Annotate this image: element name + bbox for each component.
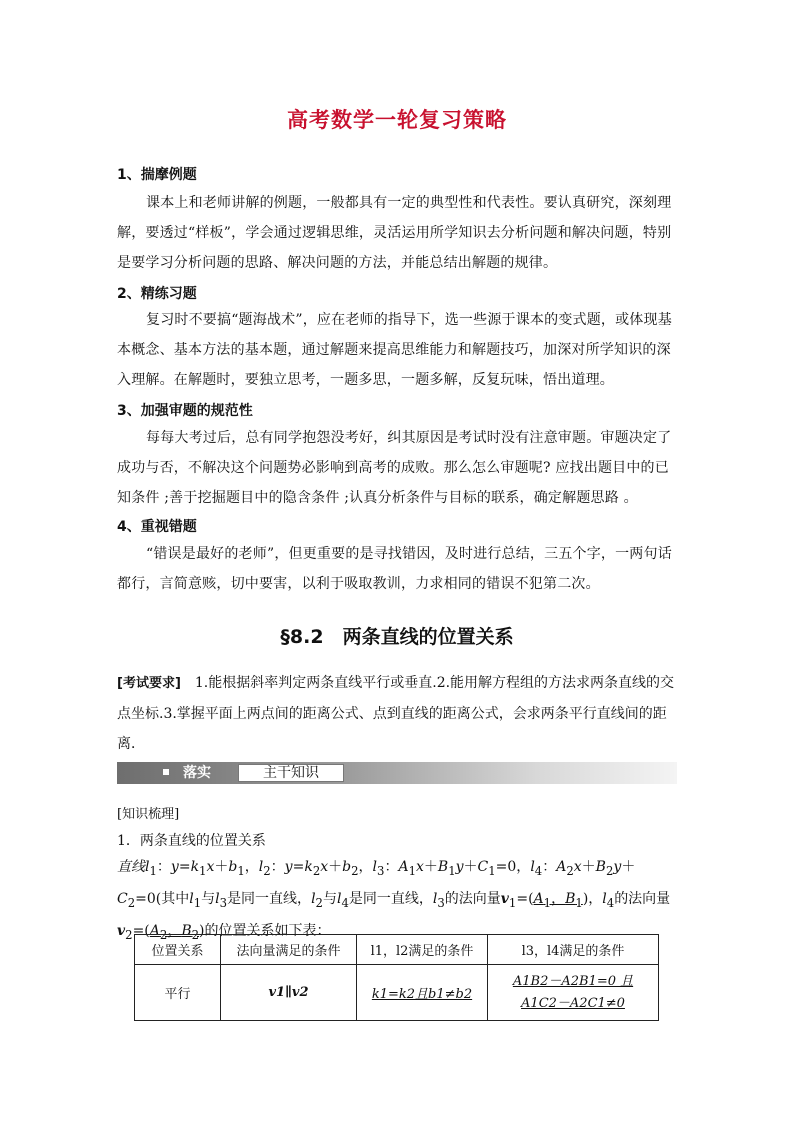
table-cell: v1∥v2 <box>221 965 357 1021</box>
table-cell: 平行 <box>135 965 221 1021</box>
table-header: l3，l4满足的条件 <box>488 935 659 965</box>
table-cell-line: A1B2－A2B1=0 且 <box>512 973 634 989</box>
table-cell: k1=k2且b1≠b2 <box>357 965 488 1021</box>
lines-definition: 直线$l_1$：$y=k_1x+b_1$，$l_2$：$y=k_2x+b_2$，$l_3$：$A_1x+B_1y+C_1=0$，$l_4$：$A_2x+B_2y+C_2=0$(其中$l_1$与$l_3$是同一直线，$l_2$与$l_4$是同一直线，$l_3$的法向量$v_1=(A_1$，$B_1$)，$l_4$的法向量$v_2=(A_2$，$B_2$)的位置关系如下表： <box>117 859 671 942</box>
position-relation-table <box>134 934 659 1021</box>
paragraph-2: 复习时不要搞“题海战术”，应在老师的指导下，选一些源于课本的变式题，或体现基本概念、基本方法的基本题，通过解题来提高思维能力和解题技巧，加深对所学知识的深入理解。在解题时，要独立思考，一题多思，一题多解，反复玩味，悟出道理。 <box>117 312 672 388</box>
section-title: §8.2 两条直线的位置关系 <box>280 626 514 648</box>
banner-tab-secondary: 主干知识 <box>238 764 344 782</box>
heading-1: 1、揣摩例题 <box>117 167 197 183</box>
table-header-row <box>135 935 659 965</box>
banner-tab1-label: 落实 <box>183 765 211 781</box>
heading-3: 3、加强审题的规范性 <box>117 403 253 419</box>
table-row <box>135 965 659 1021</box>
table-header: 位置关系 <box>135 935 221 965</box>
document-title: 高考数学一轮复习策略 <box>287 108 507 132</box>
requirement-text: 1.能根据斜率判定两条直线平行或垂直.2.能用解方程组的方法求两条直线的交点坐标.3.掌握平面上两点间的距离公式、点到直线的距离公式，会求两条平行直线间的距离． <box>117 675 675 752</box>
heading-4: 4、重视错题 <box>117 519 197 535</box>
paragraph-1: 课本上和老师讲解的例题，一般都具有一定的典型性和代表性。要认真研究，深刻理解，要透过“样板”，学会通过逻辑思维，灵活运用所学知识去分析问题和解决问题，特别是要学习分析问题的思路、解决问题的方法，并能总结出解题的规律。 <box>117 195 672 271</box>
heading-2: 2、精练习题 <box>117 286 197 302</box>
exam-requirements <box>117 668 679 759</box>
table-cell-line: A1C2－A2C1≠0 <box>521 995 625 1011</box>
knowledge-label: [知识梳理] <box>117 807 180 822</box>
paragraph-3: 每每大考过后，总有同学抱怨没考好，纠其原因是考试时没有注意审题。审题决定了成功与否，不解决这个问题势必影响到高考的成败。那么怎么审题呢? 应找出题目中的已知条件 ;善于挖掘题目中的隐含条件 ;认真分析条件与目标的联系，确定解题思路 。 <box>117 430 672 506</box>
paragraph-4: “错误是最好的老师”，但更重要的是寻找错因，及时进行总结，三五个字，一两句话都行，言简意赅，切中要害，以利于吸取教训，力求相同的错误不犯第二次。 <box>117 546 672 592</box>
section-banner <box>117 762 677 784</box>
point-1-title: 1．两条直线的位置关系 <box>117 833 266 849</box>
table-header: l1，l2满足的条件 <box>357 935 488 965</box>
table-cell <box>488 965 659 1021</box>
requirement-label: [考试要求] <box>117 676 181 691</box>
table-header: 法向量满足的条件 <box>221 935 357 965</box>
banner-tab-primary <box>117 762 235 784</box>
square-bullet-icon <box>163 769 169 775</box>
